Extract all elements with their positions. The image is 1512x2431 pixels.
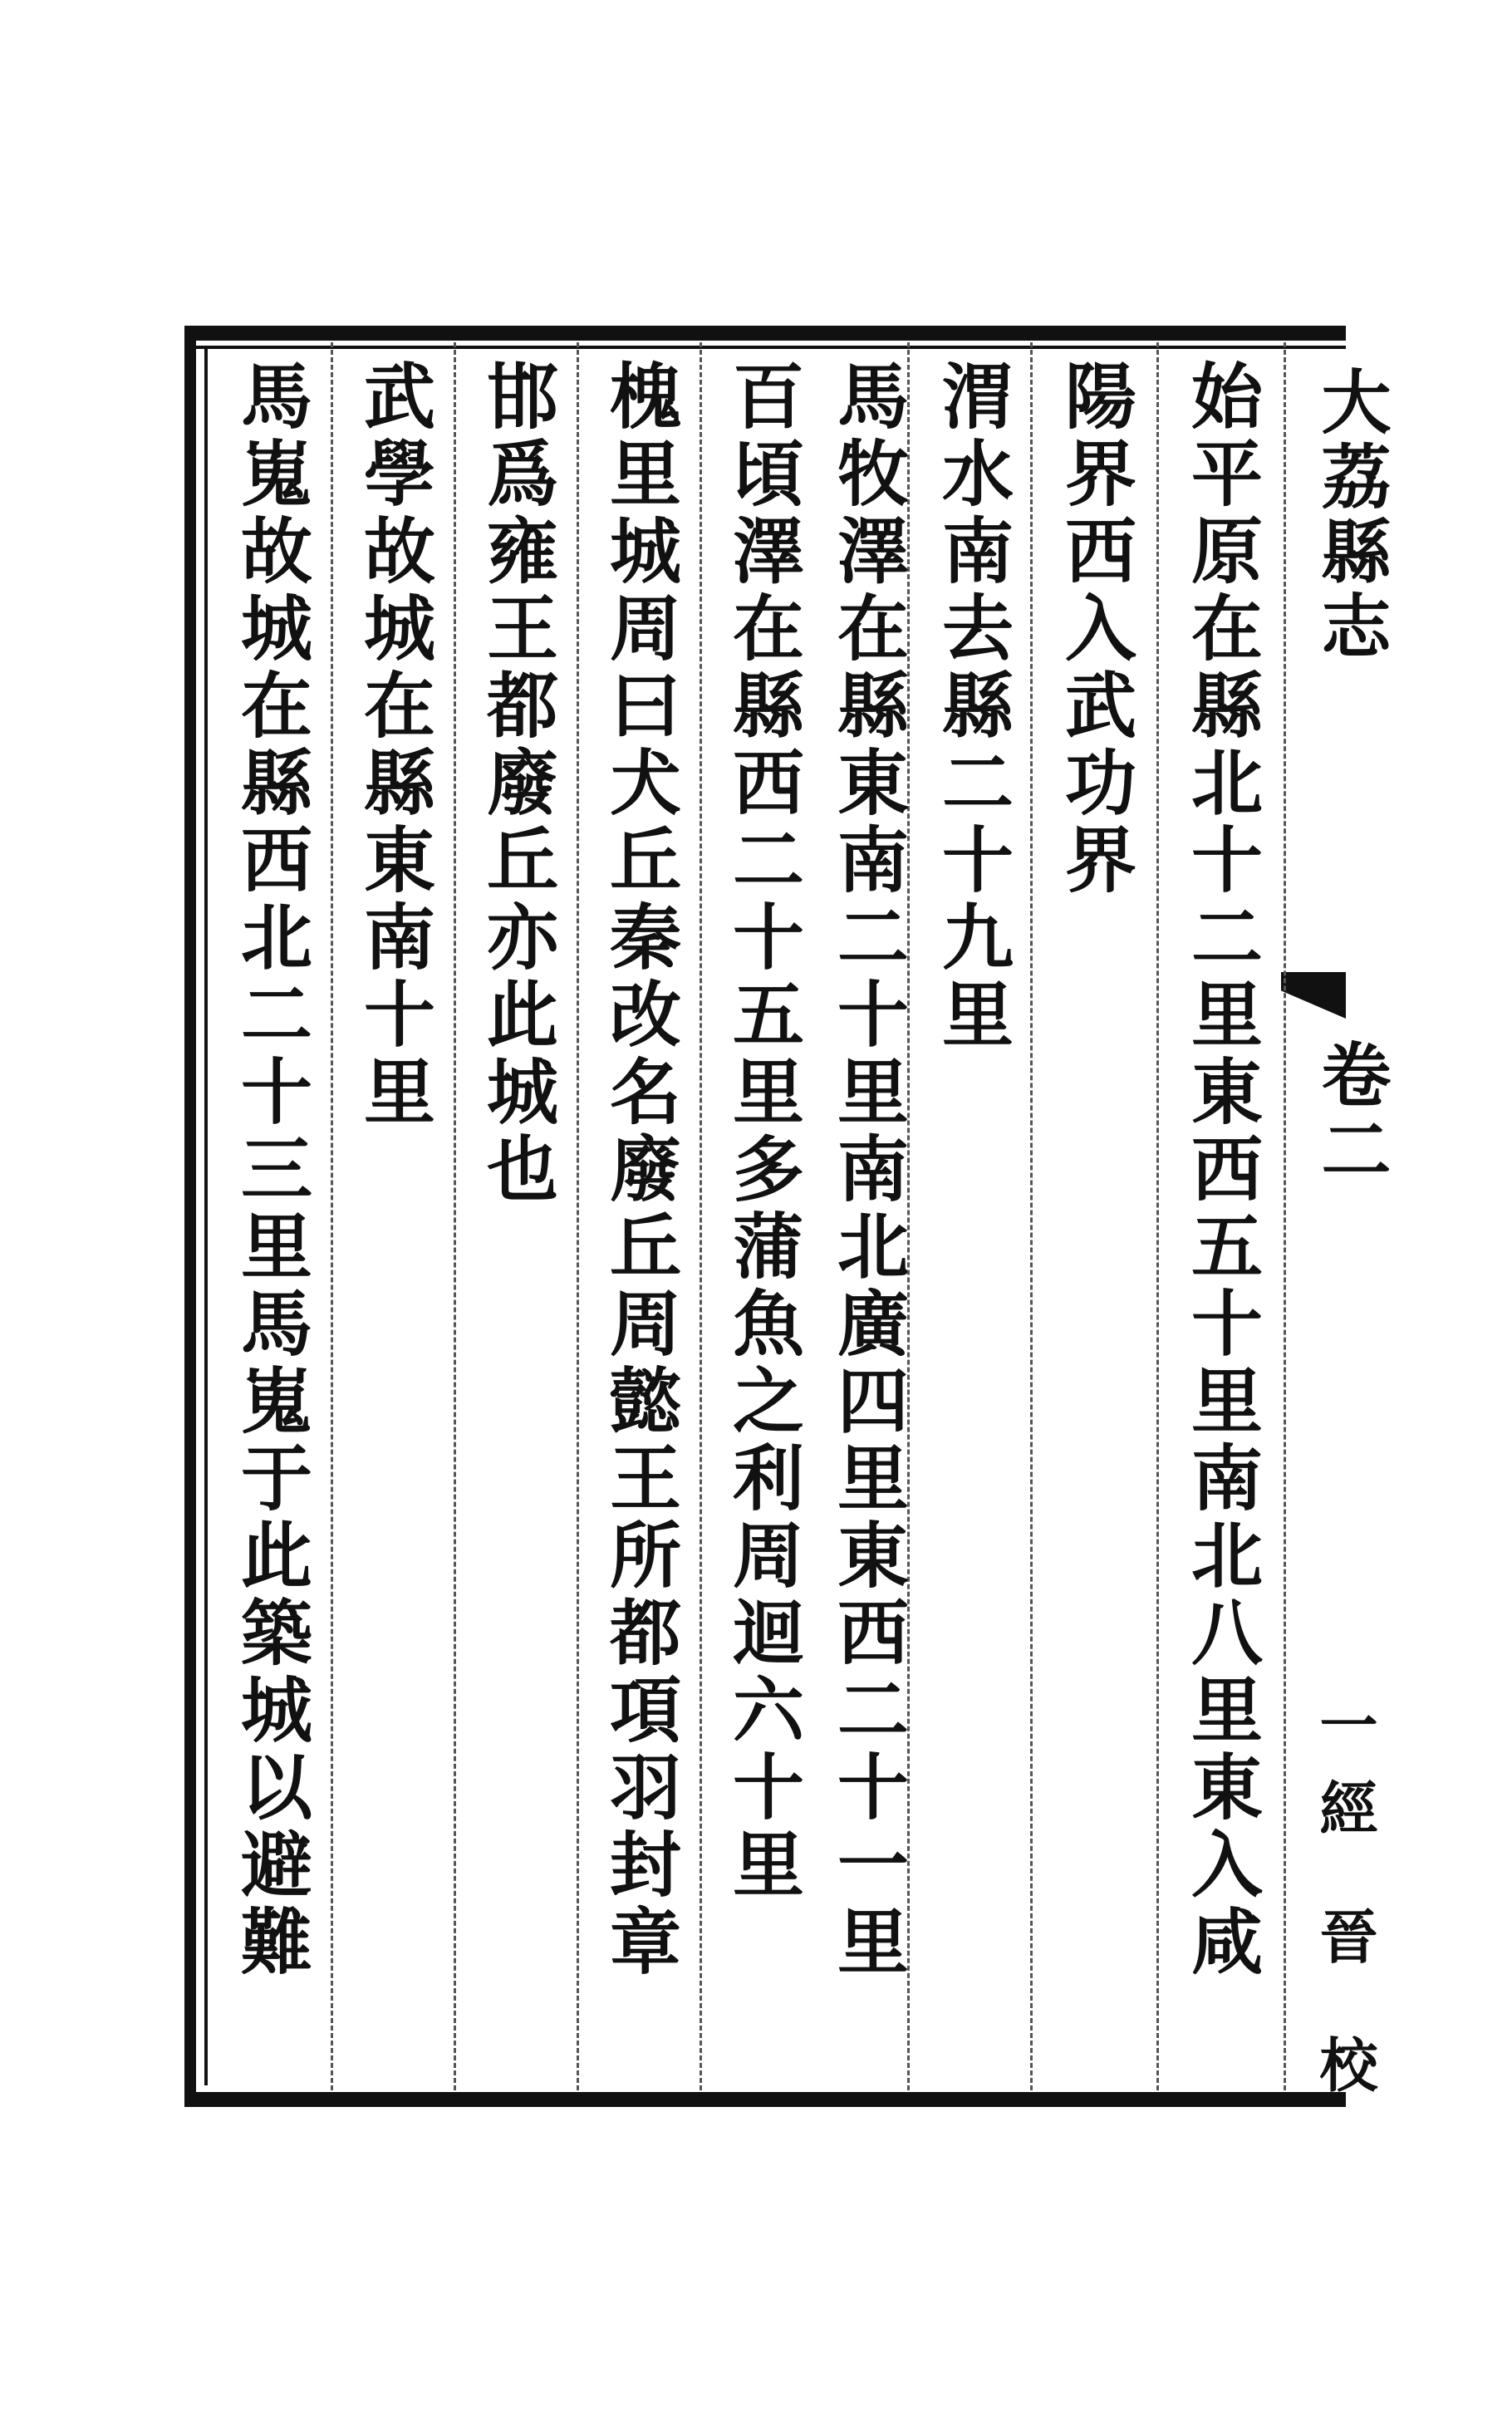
column-rule: [577, 342, 579, 2090]
column-rule: [700, 342, 702, 2090]
book-title: 大荔縣志: [1310, 366, 1392, 665]
column-rule: [1284, 342, 1286, 2090]
editor-credit: 一經 晉 校: [1310, 1695, 1379, 2118]
text-column-6: 槐里城周曰犬丘秦改名廢丘周懿王所都項羽封章: [597, 359, 681, 1982]
text-column-5: 百頃澤在縣西二十五里多蒲魚之利周迴六十里: [720, 359, 804, 1904]
column-rule: [1156, 342, 1159, 2090]
text-column-7: 邯爲雍王都廢丘亦此城也: [474, 359, 558, 1209]
column-rule: [331, 342, 333, 2090]
text-column-8: 武學故城在縣東南十里: [351, 359, 435, 1132]
column-rule: [1030, 342, 1033, 2090]
text-column-4: 馬牧澤在縣東南二十里南北廣四里東西二十一里: [825, 359, 909, 1982]
column-rule: [454, 342, 456, 2090]
text-column-1: 始平原在縣北十二里東西五十里南北八里東入咸: [1179, 359, 1263, 1982]
text-column-9: 馬嵬故城在縣西北二十三里馬嵬于此築城以避難: [228, 359, 312, 1982]
text-column-2: 陽界西入武功界: [1053, 359, 1136, 900]
chapter-label: 卷二: [1310, 1039, 1392, 1188]
text-column-3: 渭水南去縣二十九里: [930, 359, 1014, 1054]
